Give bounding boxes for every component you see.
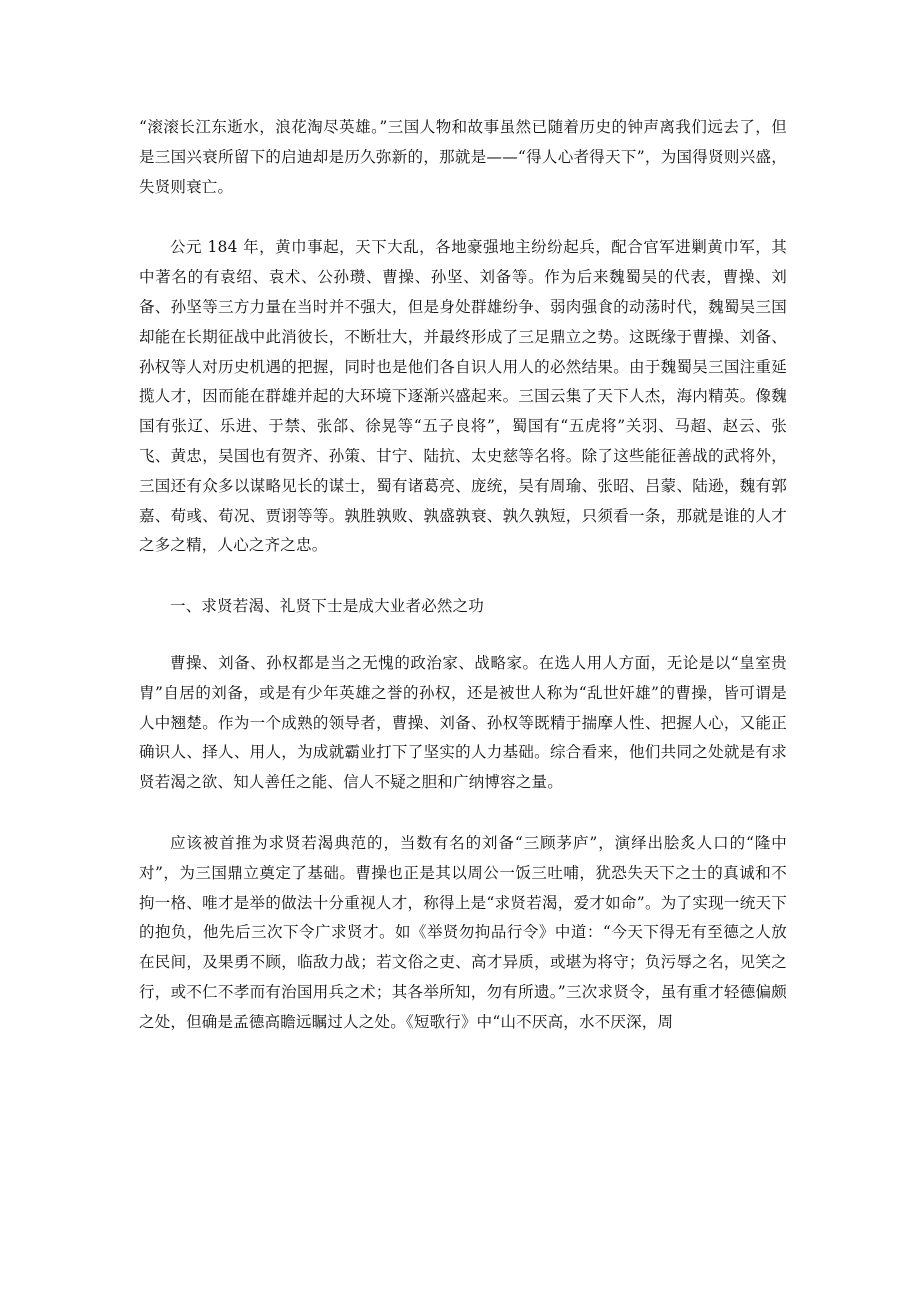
seeking-talent-paragraph: 应该被首推为求贤若渴典范的，当数有名的刘备“三顾茅庐”，演绎出脍炙人口的“隆中对”，为三国鼎立奠定了基础。曹操也正是其以周公一饭三吐哺，犹恐失天下之士的真诚和不拘一格、唯才是举的做法十分重视人才，称得上是“求贤若渴，爱才如命”。为了实现一统天下的抱负，他先后三次下令广求贤才。如《举贤勿拘品行令》中道：“今天下得无有至德之人放在民间，及果勇不顾，临敌力战；若文俗之吏、高才异质，或堪为将守；负污辱之名，见笑之行，或不仁不孝而有治国用兵之术；其各举所知，勿有所遗。”三次求贤令，虽有重才轻德偏颇之处，但确是孟德高瞻远瞩过人之处。《短歌行》中“山不厌高，水不厌深，周 [139,833,787,1031]
section-heading: 一、求贤若渴、礼贤下士是成大业者必然之功 [170,597,485,616]
background-paragraph: 公元 184 年，黄巾事起，天下大乱，各地豪强地主纷纷起兵，配合官军进剿黄巾军，其中著名的有袁绍、袁术、公孙瓒、曹操、孙坚、刘备等。作为后来魏蜀吴的代表，曹操、刘备、孙坚等三方力量在当时并不强大，但是身处群雄纷争、弱肉强食的动荡时代，魏蜀吴三国却能在长期征战中此消彼长，不断壮大，并最终形成了三足鼎立之势。这既缘于曹操、刘备、孙权等人对历史机遇的把握，同时也是他们各自识人用人的必然结果。由于魏蜀吴三国注重延揽人才，因而能在群雄并起的大环境下逐渐兴盛起来。三国云集了天下人杰，海内精英。像魏国有张辽、乐进、于禁、张郃、徐晃等“五子良将”，蜀国有“五虎将”关羽、马超、赵云、张飞、黄忠，吴国也有贺齐、孙策、甘宁、陆抗、太史慈等名将。除了这些能征善战的武将外，三国还有众多以谋略见长的谋士，蜀有诸葛亮、庞统，吴有周瑜、张昭、吕蒙、陆逊，魏有郭嘉、荀彧、荀况、贾诩等等。孰胜孰败、孰盛孰衰、孰久孰短，只须看一条，那就是谁的人才之多之精，人心之齐之忠。 [139,238,787,555]
document-body [139,113,787,1069]
intro-paragraph: “滚滚长江东逝水，浪花淘尽英雄。”三国人物和故事虽然已随着历史的钟声离我们远去了，但是三国兴衰所留下的启迪却是历久弥新的，那就是——“得人心者得天下”，为国得贤则兴盛，失贤则衰亡。 [139,118,787,196]
leaders-paragraph: 曹操、刘备、孙权都是当之无愧的政治家、战略家。在选人用人方面，无论是以“皇室贵胄”自居的刘备，或是有少年英雄之誉的孙权，还是被世人称为“乱世奸雄”的曹操，皆可谓是人中翘楚。作为一个成熟的领导者，曹操、刘备、孙权等既精于揣摩人性、把握人心，又能正确识人、择人、用人，为成就霸业打下了坚实的人力基础。综合看来，他们共同之处就是有求贤若渴之欲、知人善任之能、信人不疑之胆和广纳博容之量。 [139,653,787,792]
